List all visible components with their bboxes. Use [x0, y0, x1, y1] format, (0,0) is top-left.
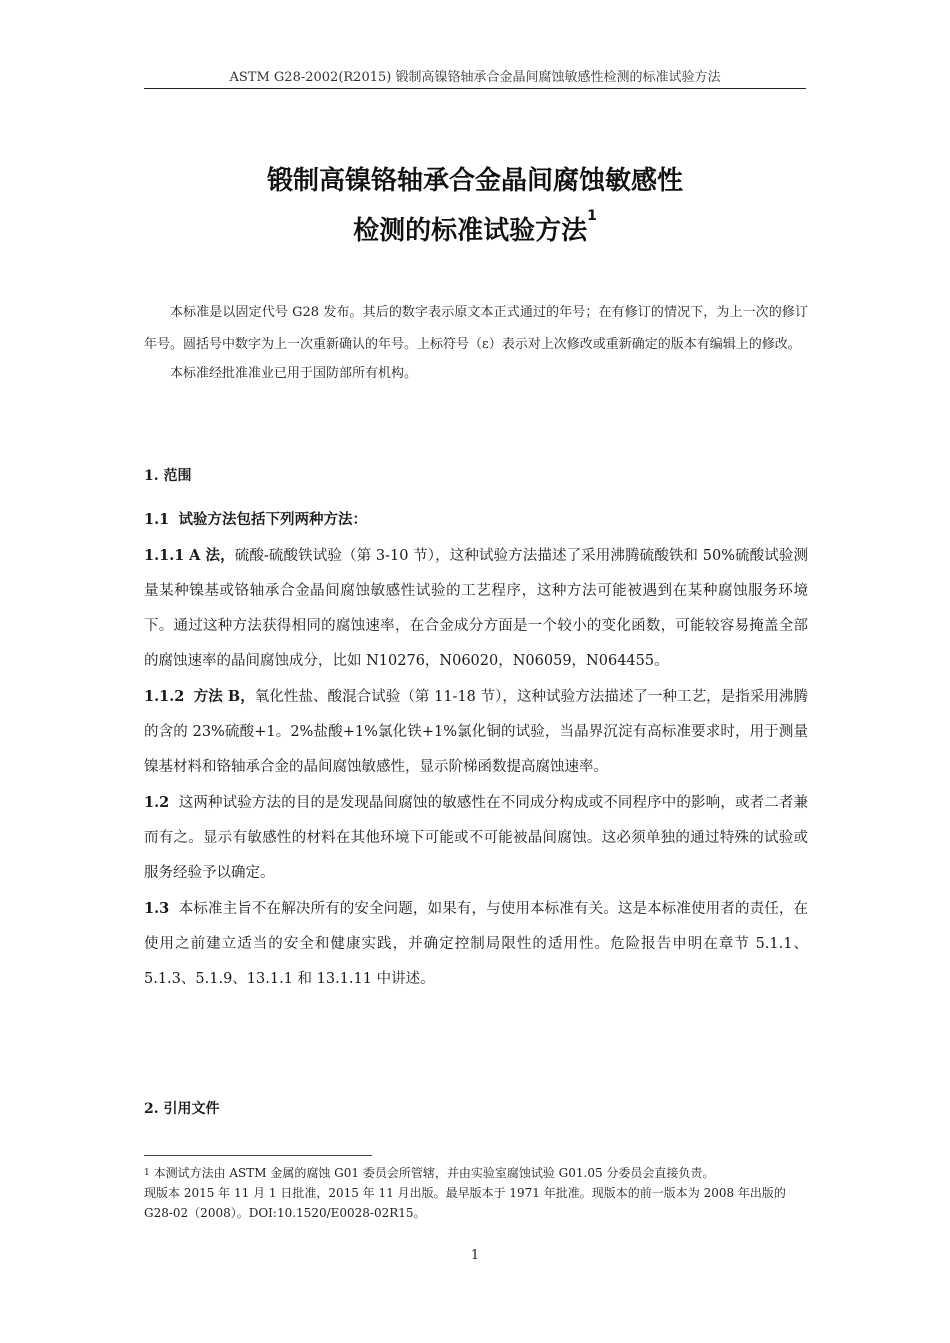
footnote-line-2: 现版本 2015 年 11 月 1 日批准，2015 年 11 月出版。最早版本于 1971 年批准。现版本的前一版本为 2008 年出版的 G28-02（2008）。DOI:10.1520/E0028-02R15。 — [144, 1186, 786, 1220]
section-1-heading: 1. 范围 — [144, 468, 192, 484]
footnote-mark: 1 — [144, 1168, 150, 1178]
header-rule — [144, 88, 806, 89]
running-header: ASTM G28-2002(R2015) 锻制高镍铬轴承合金晶间腐蚀敏感性检测的标准试验方法 — [229, 70, 721, 85]
clause-1-1: 1.1 试验方法包括下列两种方法： — [144, 511, 367, 528]
intro-paragraph-1: 本标准是以固定代号 G28 发布。其后的数字表示原文本正式通过的年号；在有修订的情况下，为上一次的修订年号。圆括号中数字为上一次重新确认的年号。上标符号（ε）表示对上次修改或重新确定的版本有编辑上的修改。 — [144, 305, 808, 352]
footnote-line-1: $^1$ 本测试方法由 ASTM 金属的腐蚀 G01 委员会所管辖，并由实验室腐蚀试验 G01.05 分委员会直接负责。 — [144, 1166, 715, 1180]
intro-paragraph-2: 本标准经批准准业已用于国防部所有机构。 — [170, 366, 418, 381]
clause-1-2: 1.2 这两种试验方法的目的是发现晶间腐蚀的敏感性在不同成分构成或不同程序中的影响，或者二者兼而有之。显示有敏感性的材料在其他环境下可能或不可能被晶间腐蚀。这必须单独的通过特殊的试验或服务经验予以确定。 — [144, 794, 809, 881]
document-title-line-2: 检测的标准试验方法$^1$ — [353, 208, 597, 246]
intro-block — [144, 297, 808, 390]
document-title-line-1: 锻制高镍铬轴承合金晶间腐蚀敏感性 — [266, 166, 683, 196]
section-1-body — [144, 502, 808, 997]
footnote-rule — [144, 1155, 372, 1156]
page-number: 1 — [470, 1248, 480, 1263]
clause-1-3: 1.3 本标准主旨不在解决所有的安全问题，如果有，与使用本标准有关。这是本标准使用者的责任，在使用之前建立适当的安全和健康实践，并确定控制局限性的适用性。危险报告申明在章节 5.1.1、5.1.3、5.1.9、13.1.1 和 13.1.11 中讲述。 — [144, 900, 809, 987]
clause-1-1-2: 1.1.2 方法 B，氧化性盐、酸混合试验（第 11-18 节），这种试验方法描述了一种工艺，是指采用沸腾的含的 23%硫酸+1。2%盐酸+1%氯化铁+1%氯化铜的试验，当晶界沉淀有高标准要求时，用于测量镍基材料和铬轴承合金的晶间腐蚀敏感性，显示阶梯函数提高腐蚀速率。 — [144, 688, 808, 775]
section-2-heading: 2. 引用文件 — [144, 1101, 220, 1117]
title-footnote-mark[interactable]: 1 — [587, 208, 597, 224]
clause-1-1-1: 1.1.1 A 法，硫酸-硫酸铁试验（第 3-10 节），这种试验方法描述了采用沸腾硫酸铁和 50%硫酸试验测量某种镍基或铬轴承合金晶间腐蚀敏感性试验的工艺程序，这种方法可能被遇到在某种腐蚀服务环境下。通过这种方法获得相同的腐蚀速率，在合金成分方面是一个较小的变化函数，可能较容易掩盖全部的腐蚀速率的晶间腐蚀成分，比如 N10276，N06020，N06059，N064455。 — [144, 547, 808, 669]
footnote — [144, 1163, 806, 1223]
